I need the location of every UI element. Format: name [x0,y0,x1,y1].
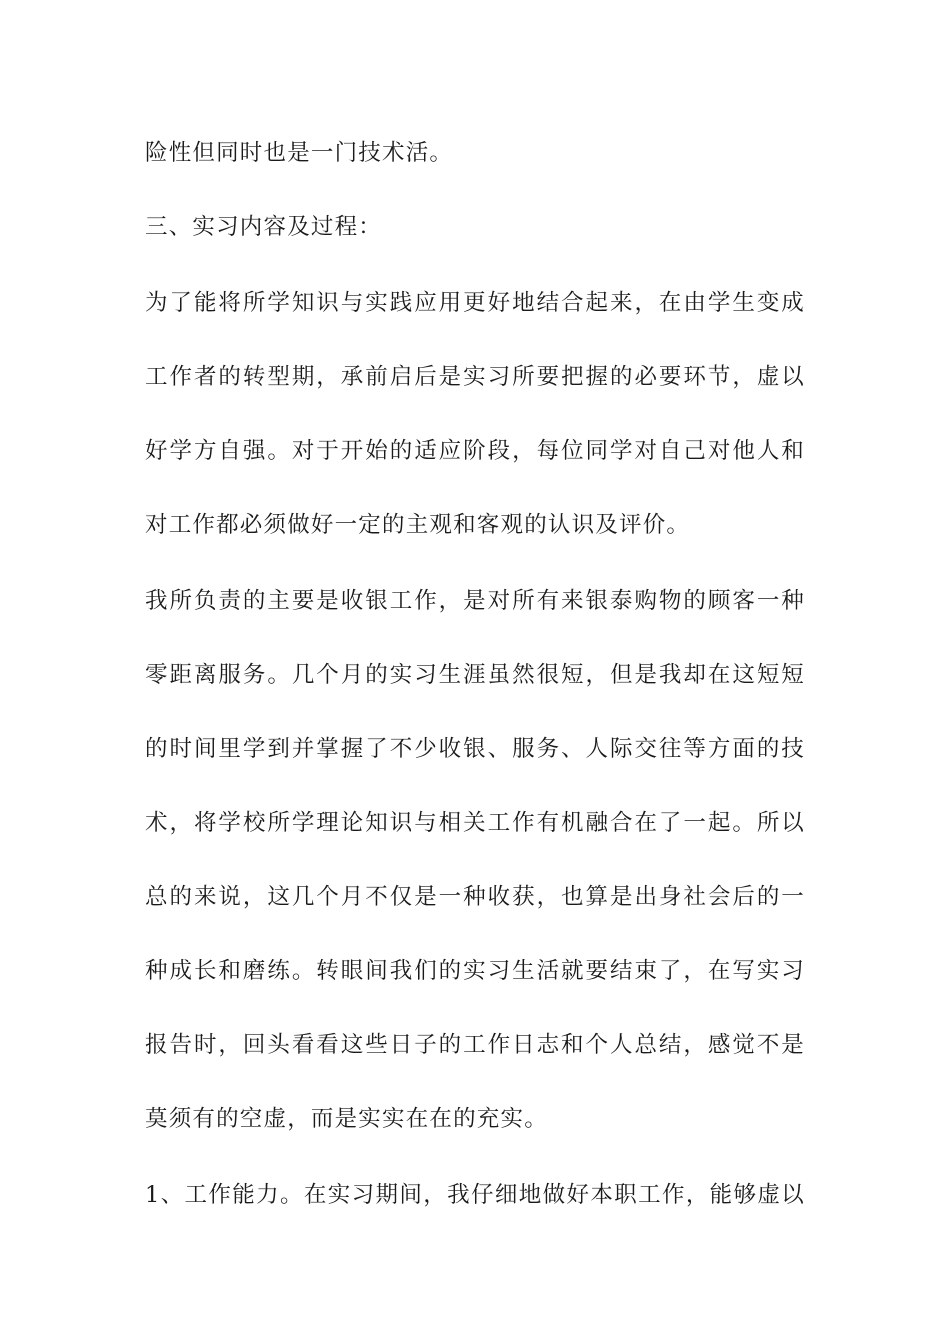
text-line: 莫须有的空虚，而是实实在在的充实。 [145,1106,548,1132]
text-line: 种成长和磨练。转眼间我们的实习生活就要结束了，在写实习 [145,958,805,984]
text-line: 报告时，回头看看这些日子的工作日志和个人总结，感觉不是 [145,1032,805,1058]
text-line: 我所负责的主要是收银工作，是对所有来银泰购物的顾客一种 [145,588,805,614]
text-line: 1、工作能力。在实习期间，我仔细地做好本职工作，能够虚以 [145,1182,805,1208]
text-line: 对工作都必须做好一定的主观和客观的认识及评价。 [145,512,691,538]
text-line: 零距离服务。几个月的实习生涯虽然很短，但是我却在这短短 [145,662,805,688]
text-line: 总的来说，这几个月不仅是一种收获，也算是出身社会后的一 [145,884,805,910]
section-heading: 三、实习内容及过程： [145,214,383,240]
text-line: 工作者的转型期，承前启后是实习所要把握的必要环节，虚以 [145,364,805,390]
text-line: 的时间里学到并掌握了不少收银、服务、人际交往等方面的技 [145,736,805,762]
text-line: 术，将学校所学理论知识与相关工作有机融合在了一起。所以 [145,810,805,836]
text-line: 好学方自强。对于开始的适应阶段，每位同学对自己对他人和 [145,438,805,464]
text-line: 为了能将所学知识与实践应用更好地结合起来，在由学生变成 [145,290,805,316]
text-line: 险性但同时也是一门技术活。 [145,140,454,166]
